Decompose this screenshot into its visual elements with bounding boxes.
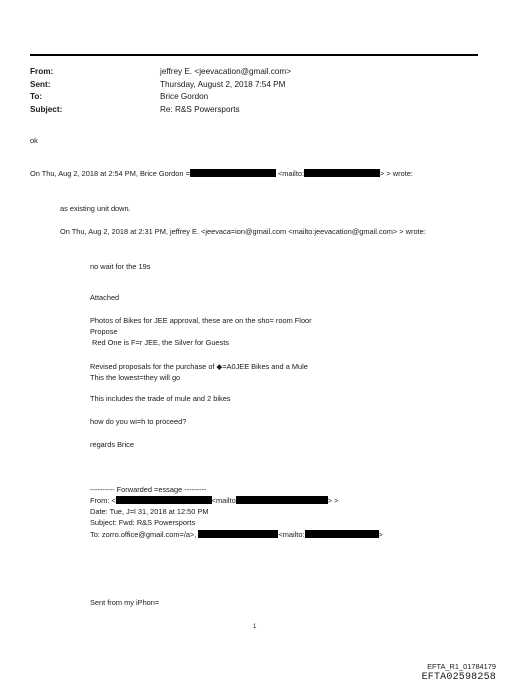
to-value: Brice Gordon [160,92,209,101]
reply-text: ok [30,136,38,145]
sent-label: Sent: [30,79,51,89]
subject-value: Re: R&S Powersports [160,104,240,114]
redaction-bar [190,169,276,177]
header-rule [30,54,478,56]
quote-1-prefix: On Thu, Aug 2, 2018 at 2:54 PM, Brice Gordon = [30,169,190,178]
regards-line: regards Brice [90,440,134,449]
attached-line: Attached [90,293,120,302]
header-sent-row [30,79,291,92]
email-header [30,66,291,116]
to-label: To: [30,92,43,101]
forwarded-from-prefix: From: < [90,496,116,505]
forwarded-to-prefix: To: zorro.office@gmail.com=/a>, [90,530,197,539]
forwarded-from-suffix: > > [327,496,339,505]
page-number: 1 [253,624,257,630]
existing-unit-line: as existing unit down. [60,204,131,213]
redaction-bar [304,169,380,177]
from-value: jeffrey E. <jeevacation@gmail.com> [160,67,292,76]
forwarded-to-line [90,530,383,540]
quote-line-2: On Thu, Aug 2, 2018 at 2:31 PM, jeffrey E. <jeevaca=ion@gmail.com <mailto:jeevacation@gmail.com> > wrote: [60,227,426,236]
forwarded-divider: ---------- Forwarded =essage --------- [90,485,207,494]
redaction-bar [116,496,212,504]
propose-line: Propose [90,327,118,336]
sent-from-line: Sent from my iPhon= [90,598,160,607]
trade-line: This includes the trade of mule and 2 bikes [90,394,231,403]
forwarded-from-mailto: <mailto [211,496,236,505]
sent-value: Thursday, August 2, 2018 7:54 PM [160,79,286,89]
photos-line: Photos of Bikes for JEE approval, these are on the sho= room Floor [90,316,312,325]
forwarded-subject-line: Subject: Fwd: R&S Powersports [90,518,196,527]
quote-1-mailto: <mailto: [277,169,305,178]
bates-number-small: EFTA_R1_01784179 [427,662,496,671]
header-from-row [30,66,291,79]
revised-line: Revised proposals for the purchase of ◆=A0JEE Bikes and a Mule [90,362,308,371]
forwarded-date-line: Date: Tue, J=l 31, 2018 at 12:50 PM [90,507,209,516]
lowest-line: This the lowest=they will go [90,373,181,382]
redaction-bar [305,530,379,538]
subject-label: Subject: [30,104,63,114]
red-one-line: Red One is F=r JEE, the Silver for Guests [92,338,229,347]
redaction-bar [236,496,328,504]
wait-line: no wait for the 19s [90,262,151,271]
redaction-bar [198,530,278,538]
quote-1-suffix: > > wrote: [380,169,413,178]
bates-number-large: EFTA02598258 [421,672,496,683]
header-to-row [30,91,291,104]
quote-line-1 [30,169,413,179]
forwarded-from-line [90,496,338,506]
forwarded-to-mailto: <mailto: [278,530,305,539]
forwarded-to-suffix: > [378,530,383,539]
from-label: From: [30,67,54,76]
header-subject-row [30,104,291,117]
proceed-line: how do you wi=h to proceed? [90,417,187,426]
